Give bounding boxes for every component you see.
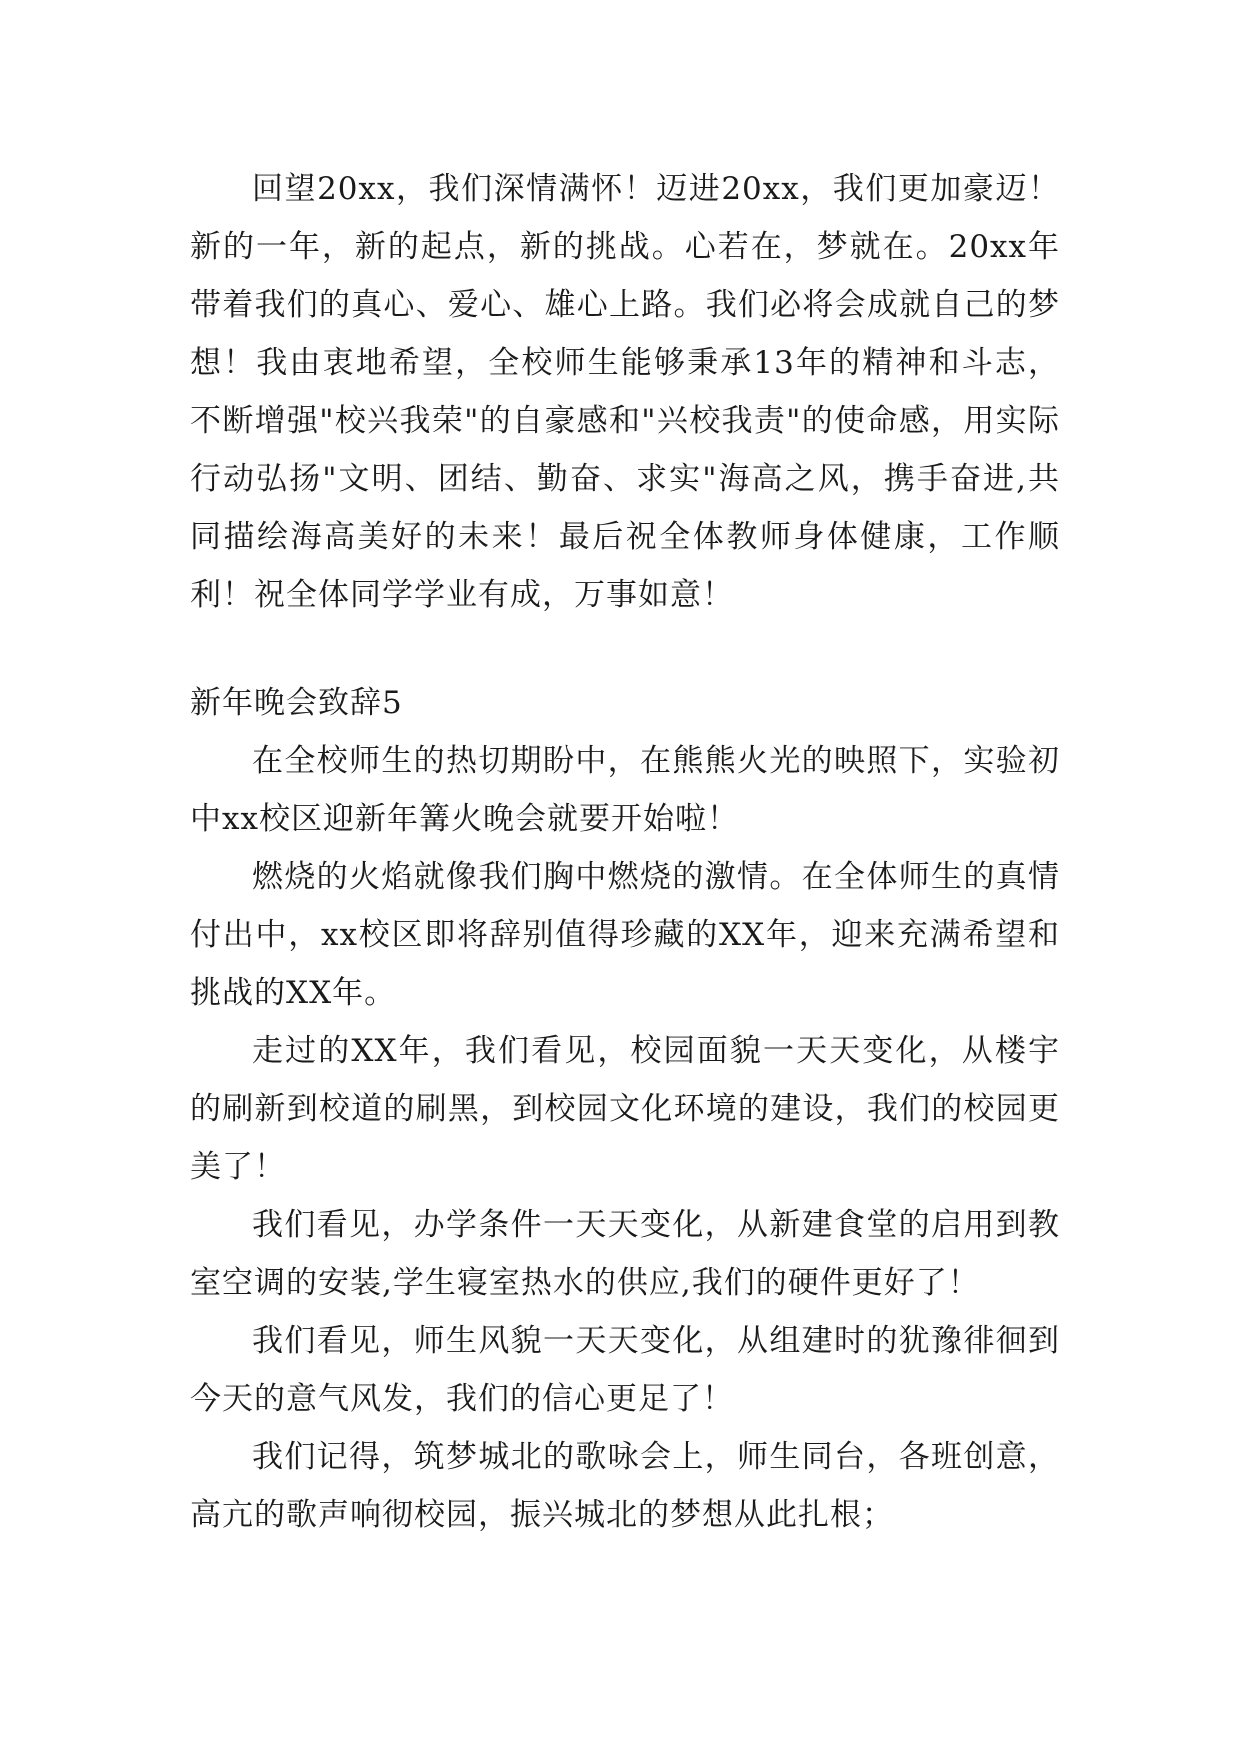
body-paragraph: 在全校师生的热切期盼中，在熊熊火光的映照下，实验初中xx校区迎新年篝火晚会就要开始啦！	[190, 743, 1060, 837]
body-paragraph: 我们看见，办学条件一天天变化，从新建食堂的启用到教室空调的安装,学生寝室热水的供应,我们的硬件更好了！	[190, 1207, 1060, 1301]
intro-paragraph: 回望20xx，我们深情满怀！迈进20xx，我们更加豪迈！新的一年，新的起点，新的挑战。心若在，梦就在。20xx年带着我们的真心、爱心、雄心上路。我们必将会成就自己的梦想！我由衷地希望，全校师生能够秉承13年的精神和斗志，不断增强"校兴我荣"的自豪感和"兴校我责"的使命感，用实际行动弘扬"文明、团结、勤奋、求实"海高之风，携手奋进,共同描绘海高美好的未来！最后祝全体教师身体健康，工作顺利！祝全体同学学业有成，万事如意！	[190, 171, 1060, 613]
document-body	[190, 160, 1060, 1544]
body-paragraph: 我们记得，筑梦城北的歌咏会上，师生同台，各班创意，高亢的歌声响彻校园，振兴城北的梦想从此扎根；	[190, 1439, 1060, 1533]
body-paragraph: 走过的XX年，我们看见，校园面貌一天天变化，从楼宇的刷新到校道的刷黑，到校园文化环境的建设，我们的校园更美了！	[190, 1033, 1060, 1185]
body-paragraph: 燃烧的火焰就像我们胸中燃烧的激情。在全体师生的真情付出中，xx校区即将辞别值得珍藏的XX年，迎来充满希望和挑战的XX年。	[190, 859, 1060, 1011]
body-paragraph: 我们看见，师生风貌一天天变化，从组建时的犹豫徘徊到今天的意气风发，我们的信心更足了！	[190, 1323, 1060, 1417]
section-title: 新年晚会致辞5	[190, 685, 403, 721]
